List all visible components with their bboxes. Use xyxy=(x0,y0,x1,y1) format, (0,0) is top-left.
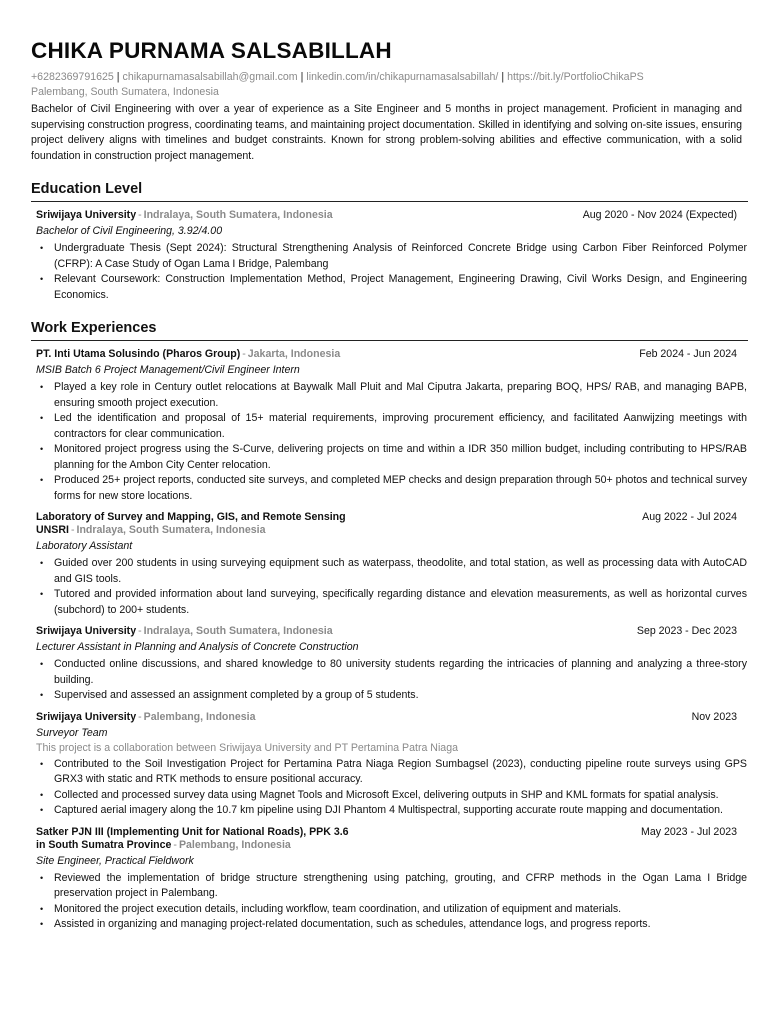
bullet-item: • Tutored and provided information about land surveying, specifically regarding distance and elevation measurements, as well as horizontal curves (subchord) to 200+ students. xyxy=(40,588,747,616)
bullet-item: • Played a key role in Century outlet relocations at Baywalk Mall Pluit and Mal Ciputra Jakarta, preparing BOQ, HPS/ RAB, and managing BAPB, ensuring smooth project execution. xyxy=(40,381,747,409)
bullet-icon: • xyxy=(40,382,44,393)
entry-organization: PT. Inti Utama Solusindo (Pharos Group) xyxy=(36,348,241,361)
entry-dash: - xyxy=(138,209,142,222)
entry-dash: - xyxy=(70,524,75,537)
bullet-icon: • xyxy=(40,589,44,600)
entry-date: Sep 2023 - Dec 2023 xyxy=(636,625,737,638)
entry-location: Indralaya, South Sumatera, Indonesia xyxy=(143,209,333,222)
professional-summary: Bachelor of Civil Engineering with over a year of experience as a Site Engineer and 5 months in project management. Proficient in managing and supervising construction progress, coordinating teams, and maintaining project documentation. Skilled in identifying and solving on-site issues, ensuring project delivery aligns with timelines and budget constraints. Known for strong problem-solving abilities and effective communication, with a solid foundation in construction project management. xyxy=(31,103,742,162)
entry-location: Indralaya, South Sumatera, Indonesia xyxy=(76,524,266,537)
bullet-icon: • xyxy=(40,872,44,883)
entry-date: Aug 2022 - Jul 2024 xyxy=(642,511,737,524)
bullet-item: • Guided over 200 students in using surveying equipment such as waterpass, theodolite, and total station, as well as processing data with AutoCAD and GIS tools. xyxy=(40,557,747,585)
bullet-icon: • xyxy=(40,789,44,800)
entry-organization: Sriwijaya University xyxy=(36,209,137,222)
bullet-icon: • xyxy=(40,919,44,930)
entry-note: This project is a collaboration between Sriwijaya University and PT Pertamina Patra Niaga xyxy=(36,741,458,754)
entry-location: Palembang, Indonesia xyxy=(178,838,291,851)
bullet-icon: • xyxy=(40,903,44,914)
entry-bullets xyxy=(36,657,747,704)
bullet-item: • Assisted in organizing and managing project-related documentation, such as schedules, attendance logs, and progress reports. xyxy=(36,917,747,933)
entry-org-block xyxy=(36,511,346,537)
bullet-item: • Relevant Coursework: Construction Implementation Method, Project Management, Engineering Drawing, Civil Works Design, and Engineering Economics. xyxy=(40,273,747,301)
entry-header xyxy=(36,711,747,724)
entry-bullets xyxy=(36,380,747,504)
bullet-item: • Reviewed the implementation of bridge structure strengthening using patching, grouting, and CFRP methods in the Ogan Lama I Bridge preservation project in Palembang. xyxy=(40,871,747,900)
bullet-icon: • xyxy=(40,413,44,424)
entry-date: Nov 2023 xyxy=(691,710,737,723)
bullet-item: • Contributed to the Soil Investigation Project for Pertamina Patra Niaga Region Sumbagsel (2023), conducting pipeline route surveys using GPS GRX3 with static and RTK methods to ensure positional accuracy. xyxy=(40,757,747,786)
entry-location: Jakarta, Indonesia xyxy=(247,348,341,361)
bullet-item: • Monitored project progress using the S-Curve, delivering projects on time and within a IDR 350 million budget, including contributing to HPS/RAB planning for the Ambon City Center relocation. xyxy=(40,443,747,471)
linkedin-link[interactable]: linkedin.com/in/chikapurnamasalsabillah/ xyxy=(306,71,499,83)
bullet-item: • Monitored the project execution details, including workflow, team coordination, and utilization of equipment and materials. xyxy=(36,902,747,918)
entry-role: Lecturer Assistant in Planning and Analysis of Concrete Construction xyxy=(36,641,359,654)
entry-bullets xyxy=(36,556,747,618)
bullet-icon: • xyxy=(40,274,44,285)
contact-info xyxy=(31,70,742,100)
entry-date: May 2023 - Jul 2023 xyxy=(641,825,737,838)
entry-role: Site Engineer, Practical Fieldwork xyxy=(36,854,194,867)
entry-dash: - xyxy=(242,348,246,361)
entry-organization: Sriwijaya University xyxy=(36,710,137,723)
email-link[interactable]: chikapurnamasalsabillah@gmail.com xyxy=(122,71,298,83)
bullet-item: • Produced 25+ project reports, conducted site surveys, and completed MEP checks and design preparation through 50+ photos and technical survey forms for new store locations. xyxy=(40,474,747,502)
work-entry xyxy=(36,711,747,819)
entry-location: Palembang, Indonesia xyxy=(143,710,256,723)
work-section-title: Work Experiences xyxy=(31,319,748,341)
bullet-item: • Led the identification and proposal of 15+ material requirements, improving procurement efficiency, and facilitated Aanwijzing meetings with contractors for clear communication. xyxy=(40,412,747,440)
entry-org-block xyxy=(36,826,349,852)
bullet-icon: • xyxy=(40,558,44,569)
entry-org-block xyxy=(36,625,333,638)
entry-date: Aug 2020 - Nov 2024 (Expected) xyxy=(582,209,737,222)
entry-role: MSIB Batch 6 Project Management/Civil Engineer Intern xyxy=(36,364,300,377)
contact-separator: | xyxy=(300,71,304,83)
bullet-icon: • xyxy=(40,690,44,701)
entry-date: Feb 2024 - Jun 2024 xyxy=(639,348,737,361)
entry-dash: - xyxy=(173,838,177,851)
education-section-title: Education Level xyxy=(31,180,748,202)
entry-header xyxy=(36,209,747,222)
entry-organization: Satker PJN III (Implementing Unit for National Roads), PPK 3.6 xyxy=(36,825,349,838)
entry-bullets xyxy=(36,241,747,303)
bullet-icon: • xyxy=(40,805,44,816)
entry-organization: Laboratory of Survey and Mapping, GIS, and Remote Sensing xyxy=(36,511,346,524)
entry-location: Indralaya, South Sumatera, Indonesia xyxy=(143,625,333,638)
education-entry xyxy=(36,209,747,303)
bullet-icon: • xyxy=(40,243,44,254)
contact-separator: | xyxy=(116,71,120,83)
bullet-icon: • xyxy=(40,475,44,486)
entry-dash: - xyxy=(138,625,142,638)
entry-dash: - xyxy=(138,710,142,723)
bullet-item: • Supervised and assessed an assignment completed by a group of 5 students. xyxy=(36,688,747,704)
work-entry xyxy=(36,511,747,618)
bullet-icon: • xyxy=(40,659,44,670)
entry-header xyxy=(36,348,747,361)
bullet-icon: • xyxy=(40,758,44,769)
contact-separator: | xyxy=(501,71,505,83)
address: Palembang, South Sumatera, Indonesia xyxy=(31,86,219,98)
portfolio-link[interactable]: https://bit.ly/PortfolioChikaPS xyxy=(507,71,644,83)
entry-role: Surveyor Team xyxy=(36,726,108,739)
work-entry xyxy=(36,625,747,704)
candidate-name: CHIKA PURNAMA SALSABILLAH xyxy=(31,38,392,63)
bullet-item: • Captured aerial imagery along the 10.7 km pipeline using DJI Phantom 4 Multispectral, supporting accurate route mapping and documentation. xyxy=(36,803,747,819)
entry-header xyxy=(36,625,747,638)
phone-link[interactable]: +6282369791625 xyxy=(31,71,114,83)
entry-role: Laboratory Assistant xyxy=(36,540,133,553)
work-entry xyxy=(36,826,747,933)
entry-organization: Sriwijaya University xyxy=(36,625,137,638)
entry-header xyxy=(36,511,747,537)
entry-role: Bachelor of Civil Engineering, 3.92/4.00 xyxy=(36,225,223,238)
entry-org-block xyxy=(36,209,333,222)
bullet-item: • Undergraduate Thesis (Sept 2024): Structural Strengthening Analysis of Reinforced Concrete Bridge using Carbon Fiber Reinforced Polymer (CFRP): A Case Study of Ogan Lama I Bridge, Palembang xyxy=(40,242,747,270)
entry-org-block xyxy=(36,348,340,361)
entry-bullets xyxy=(36,871,747,933)
work-entry xyxy=(36,348,747,504)
entry-organization-line2: in South Sumatra Province xyxy=(36,838,172,851)
entry-bullets xyxy=(36,757,747,819)
entry-header xyxy=(36,826,747,852)
contact-line xyxy=(31,70,742,85)
entry-org-block xyxy=(36,711,256,724)
bullet-item: • Conducted online discussions, and shared knowledge to 80 university students regarding the intricacies of planning and analyzing a three-story building. xyxy=(40,658,747,686)
bullet-item: • Collected and processed survey data using Magnet Tools and Microsoft Excel, delivering outputs in SHP and KML formats for spatial analysis. xyxy=(36,788,747,804)
bullet-icon: • xyxy=(40,444,44,455)
entry-organization-line2: UNSRI xyxy=(36,524,69,537)
